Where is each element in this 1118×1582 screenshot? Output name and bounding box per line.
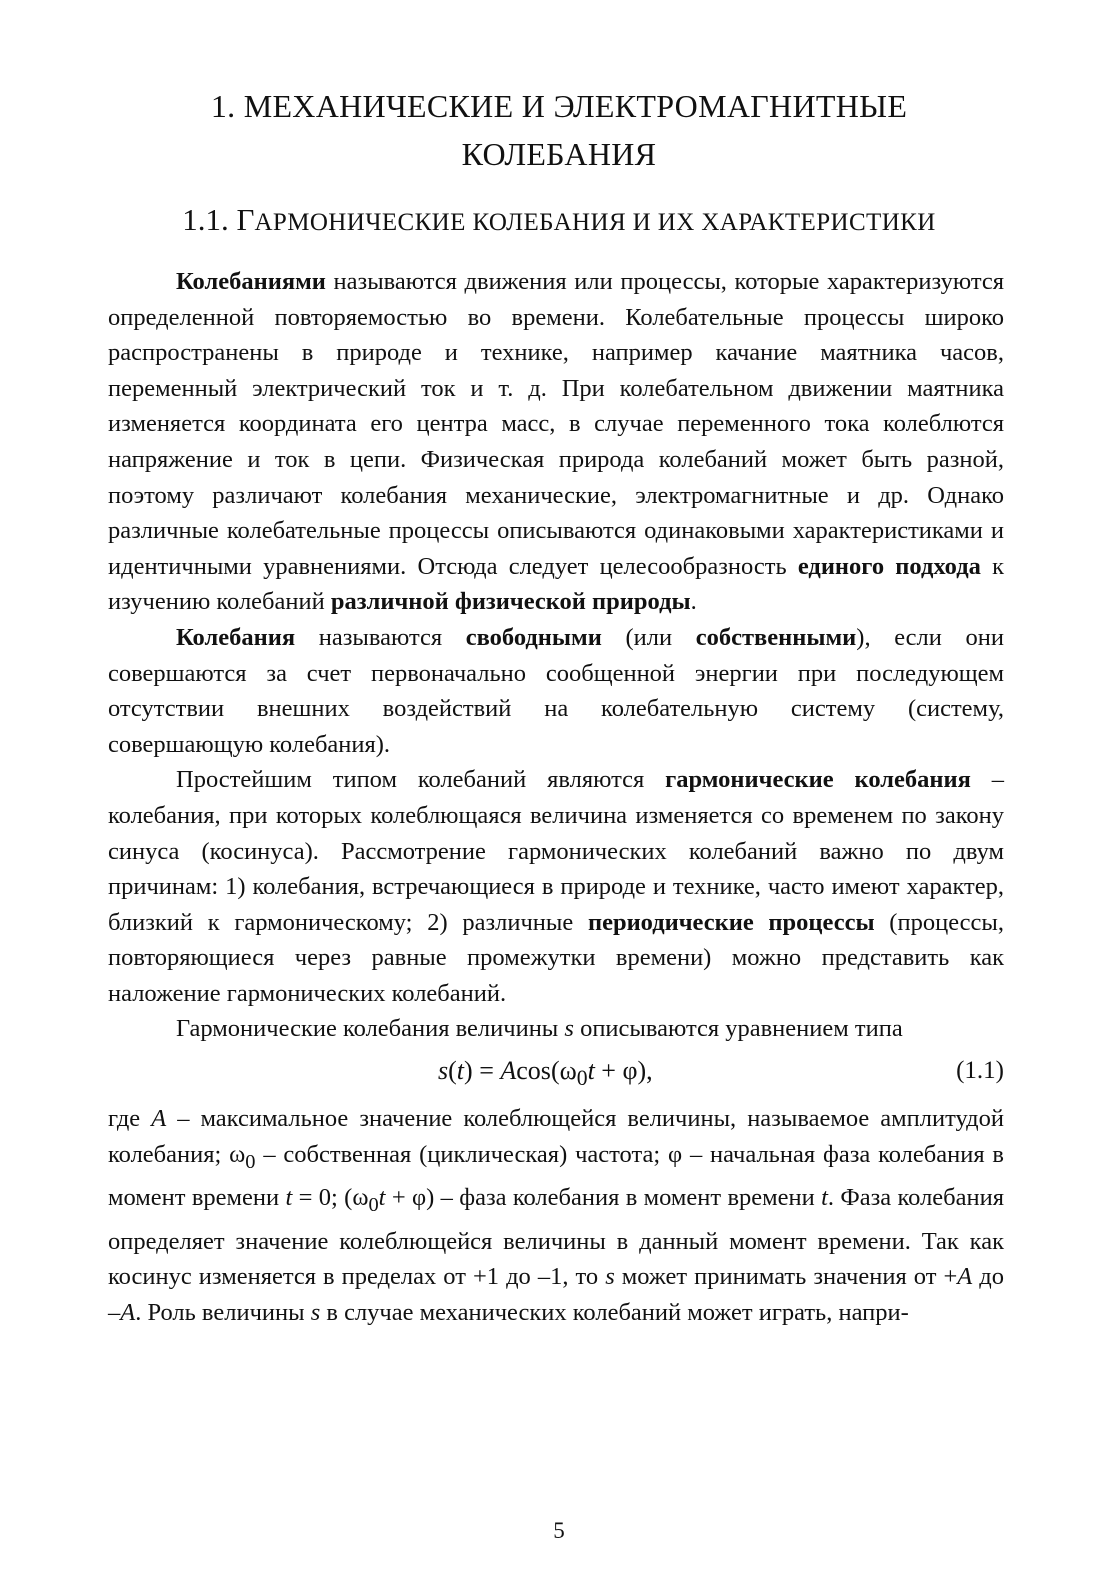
var-s: s xyxy=(564,1015,574,1043)
var-A: A xyxy=(957,1263,973,1291)
var-t: t xyxy=(285,1184,293,1212)
text: – собственная (циклическая) частота; φ – начальная фаза колебания в момент времени xyxy=(108,1140,1005,1212)
section-title xyxy=(100,198,1018,245)
eq-paren: ( xyxy=(550,1056,560,1086)
equation xyxy=(438,1053,653,1097)
term-periodic-processes: периодические процессы xyxy=(587,908,875,936)
text: ), если они совершаются за счет первоначально сообщенной энергии при последующем отсутствии внешних воздействий на колебательную систему (систему, совершающую колебания). xyxy=(108,623,1004,758)
page-number: 5 xyxy=(553,1518,565,1543)
equation-row xyxy=(108,1049,1004,1097)
eq-s: s xyxy=(438,1056,449,1086)
section-number: 1.1. xyxy=(182,202,237,237)
text: – максимальное значение колеблющейся величины, называемое амплитудой колебания; ω xyxy=(108,1105,1005,1168)
text: к изучению колебаний xyxy=(108,552,1004,616)
paragraph-1 xyxy=(108,264,1004,620)
text: называются движения или процессы, которые характеризуются определенной повторяемостью во времени. Колебательные процессы широко распространены в природе и технике, например качание маятника часов, переменный электрический ток и т. д. При колебательном движении маятника изменяется координата его центра масс, в случае переменного тока колеблются напряжение и ток в цепи. Физическая природа колебаний может быть разной, поэтому различают колебания механические, электромагнитные и др. Однако различные колебательные процессы описываются одинаковыми характеристиками и идентичными уравнениями. Отсюда следует целесообразность xyxy=(108,268,1004,580)
text: может принимать значения от + xyxy=(614,1263,958,1291)
term-harmonic-oscillations: гармонические колебания xyxy=(665,766,971,794)
subscript: 0 xyxy=(368,1194,379,1217)
text: (или xyxy=(601,623,696,651)
text: . Роль величины xyxy=(135,1298,311,1326)
equation-number: (1.1) xyxy=(956,1057,1004,1085)
text: . xyxy=(690,588,697,616)
term-unified-approach: единого подхода xyxy=(797,552,981,580)
paragraph-3 xyxy=(108,762,1004,1011)
eq-subscript: 0 xyxy=(576,1066,588,1091)
text: = 0; (ω xyxy=(292,1184,369,1212)
chapter-title-line-1: 1. МЕХАНИЧЕСКИЕ И ЭЛЕКТРОМАГНИТНЫЕ xyxy=(210,88,908,124)
eq-A: A xyxy=(500,1056,517,1086)
chapter-title-line-2: КОЛЕБАНИЯ xyxy=(461,136,657,172)
text: + φ) – фаза колебания в момент времени xyxy=(385,1184,822,1212)
text: до – xyxy=(108,1263,1005,1326)
var-A: A xyxy=(151,1105,167,1133)
eq-paren: ), xyxy=(637,1056,653,1086)
text: где xyxy=(108,1105,152,1133)
eq-paren: ) xyxy=(464,1056,473,1086)
text: в случае механических колебаний может играть, напри- xyxy=(320,1298,909,1326)
section-title-rest: АРМОНИЧЕСКИЕ КОЛЕБАНИЯ И ИХ ХАРАКТЕРИСТИКИ xyxy=(254,209,936,236)
chapter-title xyxy=(100,82,1018,178)
section-title-capital: Г xyxy=(236,202,255,237)
var-s: s xyxy=(310,1298,321,1326)
term-oscillations-2: Колебания xyxy=(176,623,296,651)
eq-cos: cos xyxy=(516,1056,551,1086)
subscript: 0 xyxy=(245,1150,256,1173)
var-s: s xyxy=(605,1263,615,1291)
eq-t: t xyxy=(587,1056,595,1086)
term-natural: собственными xyxy=(695,623,857,651)
term-different-physical-nature: различной физической природы xyxy=(330,588,691,616)
term-free: свободными xyxy=(465,623,602,651)
var-t: t xyxy=(821,1184,828,1212)
text: (процессы, повторяющиеся через равные промежутки времени) можно представить как наложение гармонических колебаний. xyxy=(108,908,1005,1007)
term-oscillations: Колебаниями xyxy=(176,268,326,295)
text: . Фаза колебания определяет значение колеблющейся величины в данный момент времени. Так как косинус изменяется в пределах от +1 до –1, то xyxy=(108,1184,1004,1291)
var-A: A xyxy=(120,1298,136,1326)
eq-plus-phi: + φ xyxy=(594,1056,638,1086)
text: Простейшим типом колебаний являются xyxy=(176,766,666,794)
paragraph-4 xyxy=(108,1011,1004,1047)
eq-paren: ( xyxy=(448,1056,457,1086)
paragraph-2 xyxy=(108,620,1004,762)
body-text xyxy=(108,264,1004,1330)
paragraph-5 xyxy=(108,1101,1004,1330)
eq-equals: = xyxy=(472,1056,501,1086)
text: называются xyxy=(295,623,466,651)
text: описываются уравнением типа xyxy=(573,1015,903,1043)
var-t: t xyxy=(378,1184,386,1212)
text: – колебания, при которых колеблющаяся величина изменяется со временем по закону синуса (косинуса). Рассмотрение гармонических колебаний важно по двум причинам: 1) колебания, встречающиеся в природе и технике, часто имеют характер, близкий к гармоническому; 2) различные xyxy=(108,766,1005,936)
eq-t: t xyxy=(456,1056,465,1086)
eq-omega: ω xyxy=(559,1056,577,1086)
text: Гармонические колебания величины xyxy=(176,1015,565,1043)
